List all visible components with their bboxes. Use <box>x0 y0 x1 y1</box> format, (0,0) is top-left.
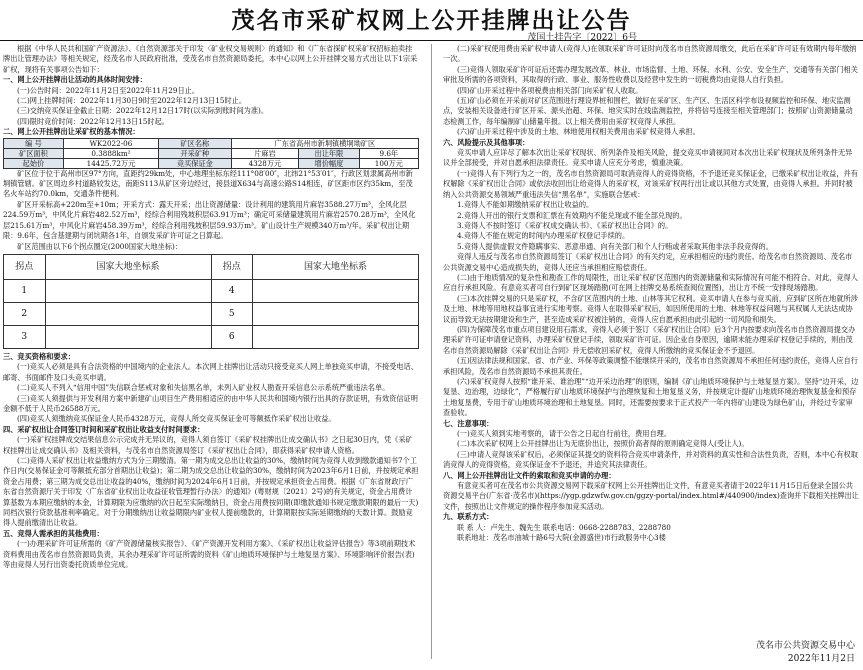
section-6-heading: 六、风险提示及其他事项： <box>443 137 530 147</box>
section-9-heading: 九、联系方式： <box>443 512 494 522</box>
cell-value: 片麻岩 <box>231 148 298 158</box>
cell-label: 开采矿种 <box>159 148 232 158</box>
s3-item: (四)竞买人须缴纳竞买保证金人民币4328万元，竞得人所交竞买保证金可等额抵作采矿权出让收益。 <box>17 414 336 424</box>
s6-lead: 竞买申请人应详尽了解本次出让采矿权现状、所列条件及相关风险，提交竞买申请视同对本次出让采矿权现状及所列条件无异议并全部接受，并对自愿承担法律责任。竞买申请人应充分考虑，慎重决策。 <box>443 148 853 168</box>
s1-item: (二)网上挂牌时间：2022年11月30日9时至2022年12月13日15时止。 <box>17 96 247 106</box>
s6-item: 1.竞得人不能如期缴纳采矿权出让收益的。 <box>457 200 594 210</box>
s1-item: (四)限时竞价时间：2022年12月13日15时起。 <box>17 116 169 126</box>
cell-label: 矿区名称 <box>159 138 232 148</box>
s6-item: (五)因法律法规和国家、省、市产业、环保等政策调整不能继续开采的，茂名市自然资源局不承担任何违约责任，竞得人应自行承担风险，茂名市自然资源局不承担其责任。 <box>443 356 858 376</box>
s5-item: (三)竞得人领取采矿许可证后还需办理发展改革、林业、市场监督、土地、环保、水利、公安、安全生产、交通等有关部门相关审批及所需的各项资料，其取得的行政、事业、服务性收费以及经营中发生的一切税费均由竞得人自行负担。 <box>443 64 858 85</box>
coord-header: 拐点 <box>4 254 46 279</box>
coord-point: 6 <box>211 325 253 348</box>
issue-date: 2022年11月2日 <box>787 654 855 664</box>
s6-item: (四)为保障茂名市重点项目建设用石需求，竞得人必须于签订《采矿权出让合同》后3个月内按要求向茂名市自然资源局提交办理采矿许可证申请登记资料，办理采矿权登记手续，领取采矿许可证。因企业自身原因，逾期未能办理采矿权登记手续的，则由茂名市自然资源局解除《采矿权出让合同》并无偿收回采矿权，竞得人所缴纳的竞买保证金不予退回。 <box>443 324 856 355</box>
s4-item: (二)竞得人采矿权出让收益缴纳方式为分三期缴清。第一期为成交总出让收益的30%，缴纳时间为竞得人收到缴款通知书7个工作日内(交易保证金可等额抵充部分首期出让收益)；第二期为成交总出让收益的30%，缴纳时间为2023年6月1日前，并按规定承担资金占用费；第三期为成交总出让收益的40%，缴纳时间为2024年6月1日前，并按规定承担资金占用费。根据《广东省财政厅广东省自然资源厅关于印发〈广东省矿业权出让收益征收管理暂行办法〉的通知》(粤财规〔2021〕2号)的有关规定，资金占用费计算基数为本期应缴纳的本金，计算期限为应缴纳的次日起至实际缴纳日，资金占用费按同期(即缴款通知书规定缴款期限的最后一天)同档次银行贷款基准利率确定。对于分期缴纳出让收益期限内矿业权人提前缴款的，计算期限按实际延期缴纳的天数计算。鼓励竞得人提前缴清出让收益。 <box>3 455 419 528</box>
left-column <box>3 44 419 570</box>
s1-item: (三)交纳竞买保证金截止日期：2022年12月12日17时(以实际到账时间为准)。 <box>17 106 269 116</box>
intro-paragraph: 根据《中华人民共和国矿产资源法》、《自然资源部关于印发〈矿业权交易规则〉的通知》和《广东省探矿权采矿权招标拍卖挂牌出让管理办法》等相关规定，经茂名市人民政府批准，受茂名市自然资源局委托，本中心以网上公开挂牌交易方式出让以下1宗采矿权，现将有关事项公告如下： <box>3 44 418 74</box>
s6-item: (一)竞得人有下列行为之一的，茂名市自然资源局可取消竞得人的竞得资格，不予退还竞买保证金，已缴采矿权出让收益，并有权解除《采矿权出让合同》或依法收回出让给竞得人的采矿权，对该采矿权再行出让或以其他方式处置，由竞得人承担。并同时被纳入公共资源交易领域严重违法失信“黑名单”，实施联合惩戒： <box>443 168 858 199</box>
section-7-heading: 七、注意事项： <box>443 418 494 428</box>
s6-item: 5.竞得人提供虚假文件隐瞒事实、恶意串通、向有关部门和个人行贿或者采取其他非法手段竞得的。 <box>457 241 773 251</box>
coord-value <box>253 302 419 325</box>
s7-item: (二)本次采矿权网上公开挂牌出让为无底价出让，按照价高者得的原则确定竞得人(受让人)。 <box>457 439 749 449</box>
location-paragraph: 矿区位于位于高州市区97°方向，直距约29km处，中心地理坐标东经111°08′00″，北纬21°53′01″，行政区划隶属高州市新垌镇管辖。矿区周边乡村道路较发达，南距S113从矿区旁边经过，接县道X634与高速公路S14相连，矿区距市区约35km，至茂名火车站约70.0km，交通条件便利。 <box>3 168 413 199</box>
cell-value: 100万元 <box>359 158 418 168</box>
address-line: 联系地址：茂名市油城十路6号大院(金源盛世)市行政服务中心3楼 <box>457 533 666 543</box>
s7-item: (一)竞买人须到实地考察的，请于公告之日起自行前往，费用自理。 <box>457 429 672 439</box>
s5-item: (六)矿山开采过程中涉及的土地、林地使用权相关费用由采矿权竞得人承担。 <box>457 127 700 137</box>
s5-item: (四)矿山开采过程中各项税费由相关部门向采矿权人收取。 <box>457 85 643 95</box>
mining-info-table <box>3 138 419 169</box>
column-divider <box>431 44 432 659</box>
cell-label: 起始价 <box>4 158 64 168</box>
section-5-heading: 五、竞得人需承担的其他费用： <box>3 528 104 538</box>
section-4-heading: 四、采矿权出让合同签订时间和采矿权出让收益支付时间要求： <box>3 424 205 434</box>
section-1-heading: 一、网上公开挂牌出让活动的具体时间安排： <box>3 75 147 85</box>
coord-header: 拐点 <box>211 254 253 279</box>
coord-point: 5 <box>211 302 253 325</box>
coord-value <box>253 279 419 302</box>
title-divider <box>0 40 863 41</box>
s6-item: (二)由于地质情况的复杂性和勘查工作的局限性，出让采矿权矿区范围内的资源储量和实际情况有可能不相符合。对此，竞得人应自行承担风险。有意竞买者可自行到矿区现场踏勘(可在网上挂牌交易系统查阅位置图)，出让方不统一安排现场踏勘。 <box>443 272 858 293</box>
contact-line: 联 系 人：卢先生、魏先生 联系电话：0668-2288783、2288780 <box>457 522 671 532</box>
s6-item: 2.竞得人开出的银行支票和汇票在有效期内不能兑现或不能全部兑现的。 <box>457 210 687 220</box>
coordinate-table <box>3 254 419 349</box>
section-3-heading: 三、竞买资格和要求： <box>3 351 75 361</box>
cell-label: 竞买保证金 <box>159 158 232 168</box>
s8-text: 有意竞买者可在茂名市公共资源交易网下载采矿权网上公开挂牌出让文件，有意竞买者请于2022年11月15日后登录全国公共资源交易平台(广东省·茂名市)(https://ygp.gdzwfw.gov.cn/ggzy-portal/index.html#/440900/index)查询并下载相关挂牌出让文件，按照出让文件规定的操作程序参加竞买活动。 <box>443 481 859 511</box>
s1-item: (一)公告时间：2022年11月2日至2022年11月29日止。 <box>17 85 200 95</box>
coord-header: 国家大地坐标系 <box>45 254 211 279</box>
coord-value <box>253 325 419 348</box>
coord-value <box>45 325 211 348</box>
cell-value: 14425.72万元 <box>63 158 158 168</box>
coord-point: 3 <box>4 325 46 348</box>
coord-value <box>45 279 211 302</box>
cell-label: 编 号 <box>4 138 64 148</box>
notice-title: 茂名市采矿权网上公开挂牌出让公告 <box>231 8 632 34</box>
cell-label: 出让年限 <box>299 148 359 158</box>
cell-value: 0.3888km² <box>63 148 158 158</box>
signature-block <box>756 640 855 666</box>
cell-value: 广东省高州市新垌镇横垌坳矿区 <box>231 138 418 148</box>
cell-value: 4328万元 <box>231 158 298 168</box>
s3-item: (二)竞买人不列入“信用中国”失信联合惩戒对象和失信黑名单，未列入矿业权人勘查开采信息公示系统严重违法名单。 <box>17 383 390 393</box>
doc-number: 茂国土挂告字〔2022〕6号 <box>527 33 637 43</box>
s5-item: (二)采矿权使用费由采矿权申请人(竞得人)在领取采矿许可证时向茂名市自然资源局缴交，此后在采矿许可证有效期内每年缴纳一次。 <box>443 44 857 64</box>
coord-point: 1 <box>4 279 46 302</box>
cell-value: WK2022-06 <box>63 138 158 148</box>
coords-intro: 矿区范围由以下6个拐点圈定(2000国家大地坐标)： <box>17 241 183 251</box>
reserves-paragraph: 矿区开采标高+220m至+10m；开采方式：露天开采；出让资源储量：设计利用的建筑用片麻岩3588.27万m³，全风化层224.59万m³，中风化片麻岩482.52万m³，经综合利用残坡积层63.91万m³；确定可采储量建筑用片麻岩2570.28万m³，全风化层215.61万m³，中风化片麻岩458.39万m³，经综合利用残坡积层59.93万m³。矿山设计生产规模340万m³/年。采矿权出让期限：9.6年，包含基建期与闭坑期各1年，自颁发采矿许可证之日算起。 <box>3 199 416 241</box>
coord-point: 4 <box>211 279 253 302</box>
issuing-org: 茂名市公共资源交易中心 <box>755 641 855 651</box>
s6-item: (三)本次挂牌交易的只是采矿权，不含矿区范围内的土地、山林等其它权利。竞买申请人在参与竞买前，应到矿区所在地就所涉及土地、林地等用地权益事宜进行实地考察。竞得人在取得采矿权后，如因所使用的土地、林地等权益问题与其权属人无法达成协议而导致无法按期建设和生产，甚至造成采矿权被注销的，竞得人应自愿承担由此引起的一切风险和损失。 <box>443 293 858 324</box>
s5-item: (五)矿山必须在开采前对矿区范围进行理设界桩和围栏，做好在采矿区、生产区、生活区科学布设视频监控和环保、地灾监测点，安装相关设备进行矿区开采、源头治超、环保、地灾实时在线监测监控，并将信号连接至相关管理部门；按照矿山资源储量动态检测工作，每年编制矿山储量年报。以上相关费用由采矿权竞得人承担。 <box>443 96 853 126</box>
coord-value <box>45 302 211 325</box>
section-2-heading: 二、网上公开挂牌出让采矿权的基本情况： <box>3 127 140 137</box>
s5-item: (一)办理采矿许可证所需的《矿产资源储量核实报告》、《矿产资源开发利用方案》、《采矿权出让收益评估报告》等3项前期技术资料费用由茂名市自然资源局负责，其余办理采矿许可证所需的资料《矿山地质环境保护与土地复垦方案》、环境影响评价报告(表)等由竞得人另行出资委托资质单位完成。 <box>3 539 416 570</box>
cell-label: 矿区面积 <box>4 148 64 158</box>
section-8-heading: 八、网上公开挂牌出让文件的索取和竞买申请的办理： <box>443 470 616 480</box>
cell-label: 增价幅度 <box>299 158 359 168</box>
coord-point: 2 <box>4 302 46 325</box>
s6-item: 竞得人违反与茂名市自然资源局签订《采矿权出让合同》的有关约定，应承担相应的违约责任。给茂名市自然资源局、茂名市公共资源交易中心造成损失的，竞得人还应当承担相应赔偿责任。 <box>443 252 853 272</box>
s6-item: 3.竞得人不按时签订《采矿权成交确认书》、《采矿权出让合同》的。 <box>457 220 673 230</box>
s3-item: (三)竞买人须提供与开发利用方案中新建矿山项目生产费用相适应的由中华人民共和国境内银行出具的存款证明，有效资信证明金额不低于人民币26588万元。 <box>3 393 418 413</box>
cell-value: 9.6年 <box>359 148 418 158</box>
s4-item: (一)采矿权挂牌成交结果信息公示完成并无异议的，竞得人须自签订《采矿权挂牌出让成交确认书》之日起30日内，凭《采矿权挂牌出让成交确认书》及相关资料，与茂名市自然资源局签订《采矿权出让合同》，即获得采矿权申请人资格。 <box>3 435 413 455</box>
right-column <box>443 44 859 544</box>
s6-item: (六)采矿权竞得人按照“谁开采、谁治理”“边开采边治理”的原则，编制《矿山地质环境保护与土地复垦方案》。坚持“边开采，边复垦、边治理，边绿化”，严格履行矿山地质环境保护与治理恢复和土地复垦义务，并按规定计提矿山地质环境治理恢复基金和预存土地复垦费，专用于矿山地质环境治理和土地复垦。同时，还需要按要求于正式投产一年内将矿山建设为绿色矿山，并经过专家审查验收。 <box>443 377 859 418</box>
coord-header: 国家大地坐标系 <box>253 254 419 279</box>
s7-item: (三)申请人竞得该采矿权后，必须保证其提交的资料符合竞买申请条件，并对资料的真实性和合法性负责，否则，本中心有权取消竞得人的竞得资格，竞买保证金不予退还，并追究其法律责任。 <box>443 449 858 470</box>
s3-item: (一)竞买人必须是具有合法资格的中国境内的企业法人。本次网上挂牌出让活动只接受竞买人网上单独竞买申请，不接受电话、邮寄、书面邮件及口头竞买申请。 <box>3 362 418 382</box>
s6-item: 4.竞得人不能在规定的时间内办理采矿权登记手续的。 <box>457 231 630 241</box>
